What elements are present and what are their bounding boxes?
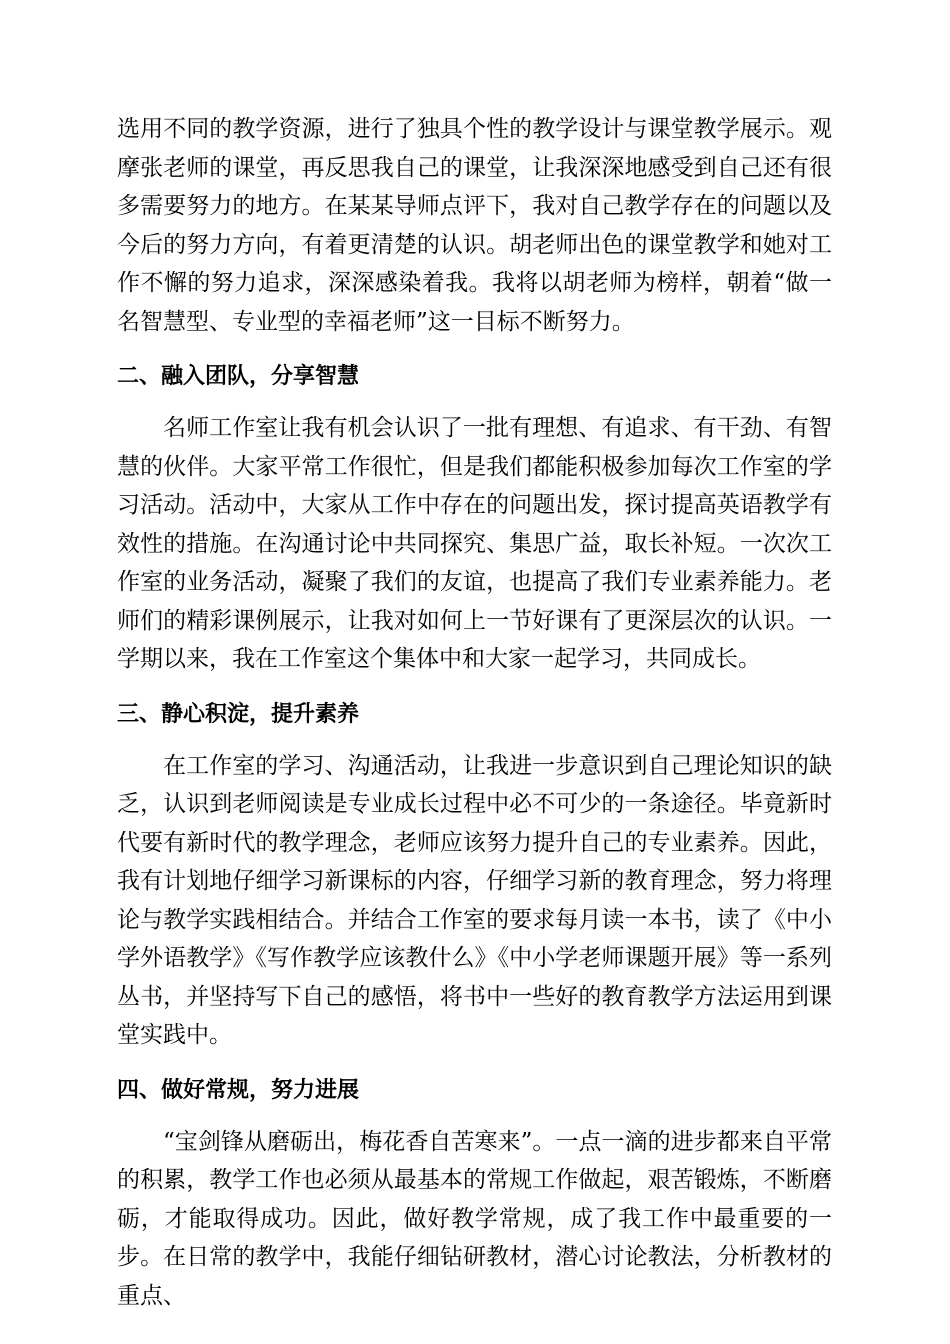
section-heading-2: 二、融入团队，分享智慧 bbox=[117, 364, 360, 389]
section-body-4: “宝剑锋从磨砺出，梅花香自苦寒来”。一点一滴的进步都来自平常的积累，教学工作也必须从最基本的常规工作做起，艰苦锻炼，不断磨砺，才能取得成功。因此，做好教学常规，成了我工作中最重要的一步。在日常的教学中，我能仔细钻研教材，潜心讨论教法，分析教材的重点、 bbox=[117, 1128, 832, 1309]
intro-paragraph: 选用不同的教学资源，进行了独具个性的教学设计与课堂教学展示。观摩张老师的课堂，再反思我自己的课堂，让我深深地感受到自己还有很多需要努力的地方。在某某导师点评下，我对自己教学存在的问题以及今后的努力方向，有着更清楚的认识。胡老师出色的课堂教学和她对工作不懈的努力追求，深深感染着我。我将以胡老师为榜样，朝着“做一名智慧型、专业型的幸福老师”这一目标不断努力。 bbox=[117, 116, 832, 335]
section-body-2: 名师工作室让我有机会认识了一批有理想、有追求、有干劲、有智慧的伙伴。大家平常工作很忙，但是我们都能积极参加每次工作室的学习活动。活动中，大家从工作中存在的问题出发，探讨提高英语教学有效性的措施。在沟通讨论中共同探究、集思广益，取长补短。一次次工作室的业务活动，凝聚了我们的友谊，也提高了我们专业素养能力。老师们的精彩课例展示，让我对如何上一节好课有了更深层次的认识。一学期以来，我在工作室这个集体中和大家一起学习，共同成长。 bbox=[117, 415, 832, 672]
section-heading-4: 四、做好常规，努力进展 bbox=[117, 1077, 360, 1103]
section-body-3: 在工作室的学习、沟通活动，让我进一步意识到自己理论知识的缺乏，认识到老师阅读是专业成长过程中必不可少的一条途径。毕竟新时代要有新时代的教学理念，老师应该努力提升自己的专业素养。因此，我有计划地仔细学习新课标的内容，仔细学习新的教育理念，努力将理论与教学实践相结合。并结合工作室的要求每月读一本书，读了《中小学外语教学》《写作教学应该教什么》《中小学老师课题开展》等一系列丛书，并坚持写下自己的感悟，将书中一些好的教育教学方法运用到课堂实践中。 bbox=[117, 752, 832, 1048]
section-heading-3: 三、静心积淀，提升素养 bbox=[117, 701, 360, 727]
document-page bbox=[117, 110, 832, 1315]
